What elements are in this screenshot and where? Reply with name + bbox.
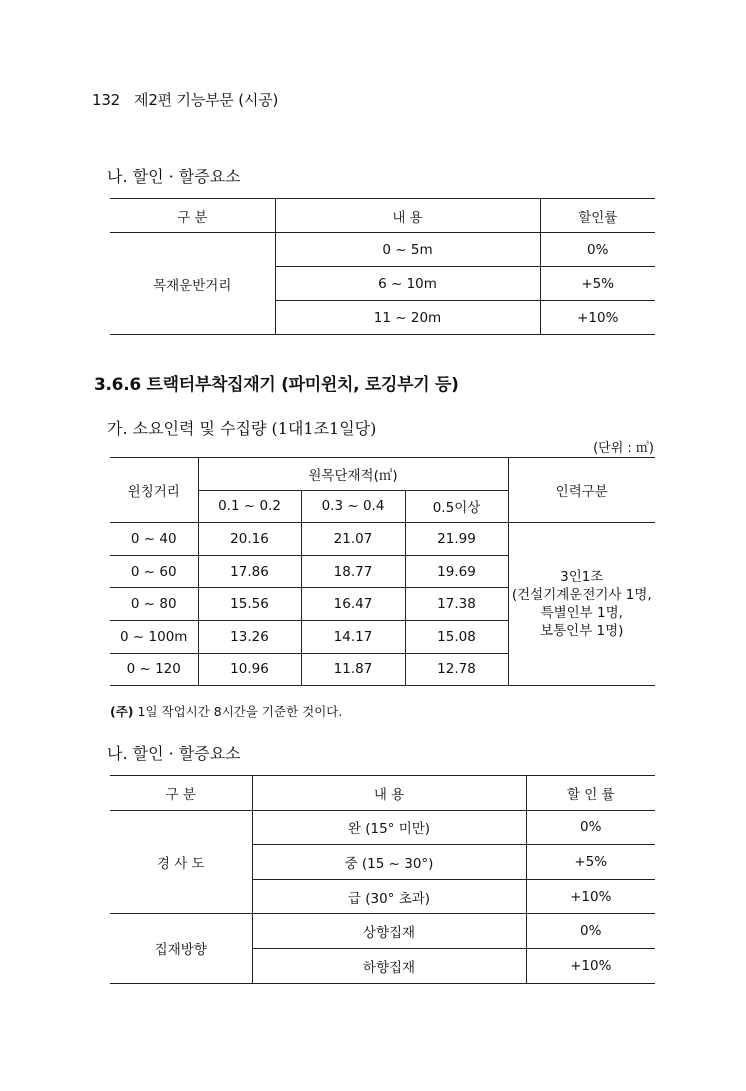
table-row bbox=[110, 233, 655, 267]
value-cell: 19.69 bbox=[405, 555, 508, 588]
rate-cell: +5% bbox=[526, 845, 655, 880]
content-cell: 0 ~ 5m bbox=[275, 233, 540, 267]
content-cell: 상향집재 bbox=[252, 914, 526, 949]
category-cell: 집재방향 bbox=[110, 914, 252, 983]
discount-subheading-2: 나. 할인 · 할증요소 bbox=[107, 744, 241, 763]
labor-line: 3인1조 bbox=[560, 569, 604, 586]
value-cell: 13.26 bbox=[198, 620, 301, 653]
discount-subheading-1: 나. 할인 · 할증요소 bbox=[107, 167, 241, 186]
table-row bbox=[110, 810, 655, 845]
unit-label: (단위 : ㎥) bbox=[593, 441, 654, 456]
labor-cell bbox=[508, 523, 655, 686]
rate-cell: 0% bbox=[526, 914, 655, 949]
content-cell: 완 (15° 미만) bbox=[252, 810, 526, 845]
value-cell: 21.99 bbox=[405, 523, 508, 556]
value-cell: 17.38 bbox=[405, 588, 508, 621]
value-cell: 16.47 bbox=[301, 588, 405, 621]
section-heading: 3.6.6 트랙터부착집재기 (파미윈치, 로깅부기 등) bbox=[94, 375, 459, 395]
header-vol-col: 0.1 ~ 0.2 bbox=[198, 490, 301, 523]
running-head bbox=[92, 89, 278, 110]
header-content: 내 용 bbox=[252, 776, 526, 811]
value-cell: 20.16 bbox=[198, 523, 301, 556]
value-cell: 10.96 bbox=[198, 653, 301, 686]
discount-table-distance bbox=[110, 198, 655, 335]
note-mark: (주) bbox=[110, 704, 134, 719]
distance-cell: 0 ~ 100m bbox=[110, 620, 198, 653]
distance-cell: 0 ~ 120 bbox=[110, 653, 198, 686]
value-cell: 12.78 bbox=[405, 653, 508, 686]
labor-line: (건설기계운전기사 1명, bbox=[511, 587, 652, 604]
header-category: 구 분 bbox=[110, 199, 275, 233]
header-vol-col: 0.5이상 bbox=[405, 490, 508, 523]
value-cell: 15.08 bbox=[405, 620, 508, 653]
header-rate: 할 인 률 bbox=[526, 776, 655, 811]
content-cell: 하향집재 bbox=[252, 948, 526, 983]
content-cell: 11 ~ 20m bbox=[275, 301, 540, 335]
table-row bbox=[110, 523, 655, 556]
table-header-row bbox=[110, 776, 655, 811]
distance-cell: 0 ~ 60 bbox=[110, 555, 198, 588]
rate-cell: +10% bbox=[526, 948, 655, 983]
page-number: 132 bbox=[92, 91, 121, 109]
header-rate: 할인률 bbox=[540, 199, 655, 233]
content-cell: 6 ~ 10m bbox=[275, 267, 540, 301]
rate-cell: 0% bbox=[540, 233, 655, 267]
rate-cell: 0% bbox=[526, 810, 655, 845]
table-note bbox=[110, 702, 342, 720]
value-cell: 17.86 bbox=[198, 555, 301, 588]
value-cell: 18.77 bbox=[301, 555, 405, 588]
labor-volume-table bbox=[110, 457, 655, 686]
header-labor: 인력구분 bbox=[508, 458, 655, 523]
rate-cell: +10% bbox=[526, 879, 655, 914]
chapter-title: 제2편 기능부문 (시공) bbox=[134, 91, 279, 109]
header-category: 구 분 bbox=[110, 776, 252, 811]
labor-line: 보통인부 1명) bbox=[540, 623, 624, 640]
category-cell: 목재운반거리 bbox=[110, 233, 275, 335]
distance-cell: 0 ~ 80 bbox=[110, 588, 198, 621]
header-vol-col: 0.3 ~ 0.4 bbox=[301, 490, 405, 523]
content-cell: 급 (30° 초과) bbox=[252, 879, 526, 914]
table-header-row bbox=[110, 199, 655, 233]
header-volume-group: 원목단재적(㎥) bbox=[198, 458, 508, 491]
labor-subheading: 가. 소요인력 및 수집량 (1대1조1일당) bbox=[107, 419, 377, 438]
labor-line: 특별인부 1명, bbox=[540, 605, 623, 622]
note-text: 1일 작업시간 8시간을 기준한 것이다. bbox=[133, 704, 343, 719]
rate-cell: +10% bbox=[540, 301, 655, 335]
table-row bbox=[110, 914, 655, 949]
value-cell: 15.56 bbox=[198, 588, 301, 621]
header-content: 내 용 bbox=[275, 199, 540, 233]
rate-cell: +5% bbox=[540, 267, 655, 301]
header-distance: 윈칭거리 bbox=[110, 458, 198, 523]
discount-table-slope bbox=[110, 775, 655, 984]
category-cell: 경 사 도 bbox=[110, 810, 252, 914]
value-cell: 21.07 bbox=[301, 523, 405, 556]
content-cell: 중 (15 ~ 30°) bbox=[252, 845, 526, 880]
distance-cell: 0 ~ 40 bbox=[110, 523, 198, 556]
value-cell: 14.17 bbox=[301, 620, 405, 653]
table-header-row bbox=[110, 458, 655, 491]
value-cell: 11.87 bbox=[301, 653, 405, 686]
